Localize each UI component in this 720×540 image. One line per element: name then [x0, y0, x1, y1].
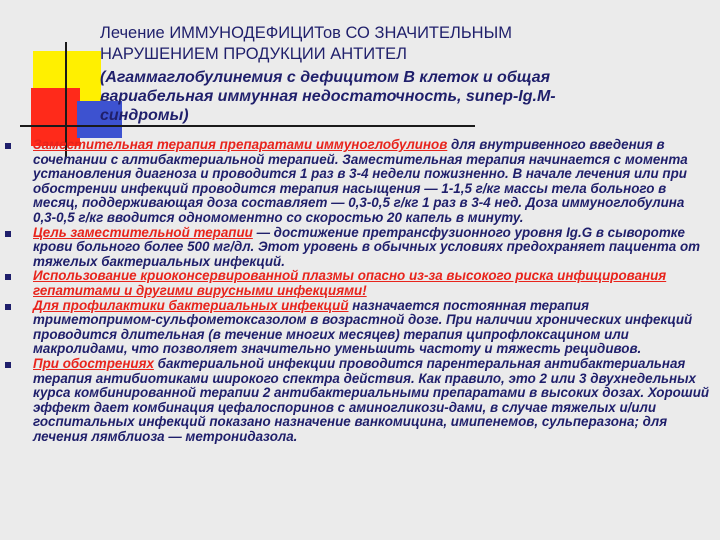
decor-horizontal-line — [20, 125, 475, 127]
bullet-item — [0, 299, 720, 357]
bullet-square-icon — [5, 143, 11, 149]
bullet-square-icon — [5, 231, 11, 237]
bullet-text: бактериальной инфекции проводится парентеральная антибактериальная терапия антибиотиками широкого спектра действия. Как правило, это 2 или 3 двухнедельных курса комбинированной терапии 2 антибактериальными препаратами в высоких дозах. Хороший эффект дает комбинация цефалоспоринов с аминогликози-дами, в случае тяжелых и/или госпитальных инфекций показано назначение ванкомицина, имипенемов, сульперазона; для лечения лямблиоза — метронидазола. — [33, 355, 710, 444]
bullet-item — [0, 269, 720, 298]
slide-subtitle — [100, 68, 556, 125]
subtitle-line-3: синдромы) — [100, 107, 189, 124]
bullet-text: назначается постоянная терапия триметопримом-сульфометоксазолом в возрастной дозе. При наличии хронических инфекций проводится длительная (в течение многих месяцев) терапия ципрофлоксацином или макролидами, что позволяет значительно уменьшить частоту и тяжесть рецидивов. — [33, 297, 693, 357]
bullet-item — [0, 357, 720, 445]
bullet-text: — достижение претрансфузионного уровня Ig.G в сыворотке крови больного более 500 мг/дл. Этот уровень в обычных условиях предохраняет пациента от тяжелых бактериальных инфекций. — [33, 224, 701, 269]
title-line-2: НАРУШЕНИЕМ ПРОДУКЦИИ АНТИТЕЛ — [100, 45, 407, 63]
bullet-square-icon — [5, 274, 11, 280]
bullet-item — [0, 226, 720, 270]
bullet-lead: Использование криоконсервированной плазмы опасно из-за высокого риска инфицирования гепатитами и другими вирусными инфекциями! — [33, 268, 667, 298]
slide-title — [100, 23, 512, 65]
bullet-lead: Для профилактики бактериальных инфекций — [33, 297, 349, 313]
subtitle-line-1: (Агаммаглобулинемия с дефицитом В клеток и общая — [100, 69, 551, 86]
bullet-lead: При обострениях — [33, 355, 154, 371]
bullet-item — [0, 138, 720, 226]
subtitle-line-2: вариабельная иммунная недостаточность, sunep-Ig.M- — [100, 88, 556, 105]
title-line-1: Лечение ИММУНОДЕФИЦИТов СО ЗНАЧИТЕЛЬНЫМ — [100, 24, 512, 42]
bullet-square-icon — [5, 304, 11, 310]
bullet-lead: Цель заместительной терапии — [33, 224, 253, 240]
bullet-square-icon — [5, 362, 11, 368]
bullet-list — [0, 138, 720, 444]
bullet-text: для внутривенного введения в сочетании с алтибактериальной терапией. Заместительная терапия начинается с момента установления диагноза и проводится 1 раз в 3-4 недели пожизненно. В начале лечения или при обострении инфекций проводится терапия насыщения — 1-1,5 г/кг массы тела больного в месяц, поддерживающая доза составляет — 0,3-0,5 г/кг 1 раз в 3-4 нед. Доза иммуноглобулина 0,3-0,5 г/кг вводится одномоментно со скоростью 20 капель в минуту. — [33, 137, 688, 225]
bullet-lead: Заместительная терапия препаратами иммуноглобулинов — [33, 137, 448, 152]
